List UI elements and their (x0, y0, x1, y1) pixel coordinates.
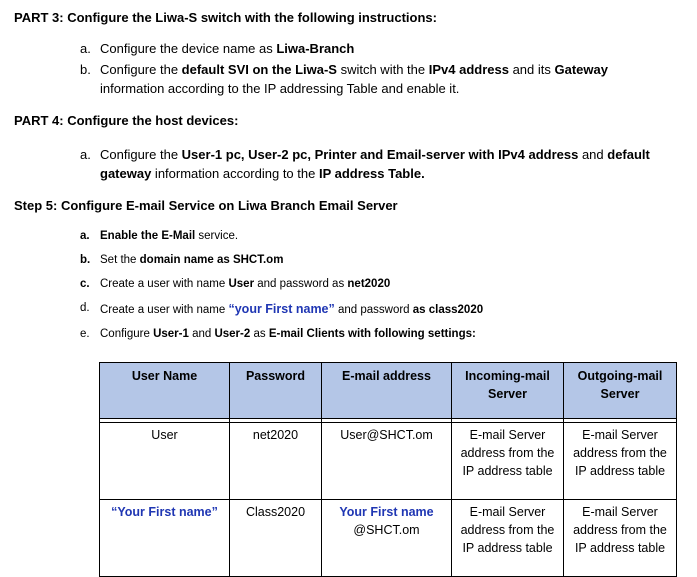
part3-item-b-line2: information according to the IP addressing Table and enable it. (100, 81, 460, 96)
header-email-address: E-mail address (322, 363, 452, 419)
ipv4-bold: IPv4 address (428, 62, 509, 77)
table-header-row (100, 363, 677, 419)
step5-item-d (100, 302, 483, 316)
gateway-bold: Gateway (554, 62, 608, 77)
step5-item-c (100, 278, 390, 290)
header-outgoing-mail-server: Outgoing-mail Server (564, 363, 677, 419)
text: Configure the device name as (100, 41, 277, 56)
class2020-bold: as class2020 (412, 304, 484, 316)
part3-heading: PART 3: Configure the Liwa-S switch with the following instructions: (14, 10, 437, 25)
cell-incoming-server: E-mail Server address from the IP address table (452, 500, 564, 577)
first-name-blue: “Your First name” (111, 505, 218, 519)
domain-bold: domain name as SHCT.om (139, 254, 284, 266)
enable-email-bold: Enable the E-Mail (100, 230, 196, 242)
text: service. (195, 230, 239, 242)
step5-item-c-marker (80, 278, 90, 290)
step5-heading: Step 5: Configure E-mail Service on Liwa Branch Email Server (14, 198, 398, 213)
header-user-name: User Name (100, 363, 230, 419)
part3-item-b-text (100, 60, 608, 79)
text: and (578, 147, 608, 162)
text: Create a user with name (100, 278, 229, 290)
cell-outgoing-server: E-mail Server address from the IP address table (564, 423, 677, 500)
step5-item-b-marker (80, 254, 90, 266)
text: Set the (100, 254, 140, 266)
first-name-blue: Your First name (339, 505, 434, 519)
cell-outgoing-server: E-mail Server address from the IP address table (564, 500, 677, 577)
first-name-blue: “your First name” (228, 302, 335, 316)
part3-item-a-text (100, 39, 354, 58)
part4-item-a-line2 (100, 164, 425, 183)
step5-item-a (100, 230, 238, 242)
list-marker: a. (80, 147, 91, 162)
ip-table-bold: IP address Table. (318, 166, 425, 181)
text: as (250, 328, 269, 340)
text: and its (508, 62, 555, 77)
step5-item-b (100, 254, 283, 266)
table-row (100, 500, 677, 577)
gateway-bold: gateway (100, 166, 152, 181)
step5-item-d-marker (80, 302, 90, 314)
text: Configure the (100, 147, 182, 162)
cell-user-name (100, 500, 230, 577)
text: switch with the (336, 62, 429, 77)
header-incoming-mail-server: Incoming-mail Server (452, 363, 564, 419)
list-marker: e. (80, 328, 90, 340)
cell-email-address: User@SHCT.om (322, 423, 452, 500)
table-row (100, 423, 677, 500)
header-password: Password (230, 363, 322, 419)
user-bold: User (228, 278, 255, 290)
part4-heading: PART 4: Configure the host devices: (14, 113, 239, 128)
list-marker: d. (80, 302, 90, 314)
list-marker: c. (80, 278, 90, 290)
step5-item-e (100, 328, 476, 340)
device-name-bold: Liwa-Branch (276, 41, 355, 56)
clients-bold: E-mail Clients with following settings: (268, 328, 476, 340)
cell-incoming-server: E-mail Server address from the IP address table (452, 423, 564, 500)
step5-item-e-marker (80, 328, 90, 340)
text: Create a user with name (100, 304, 229, 316)
list-marker: a. (80, 41, 91, 56)
user1-bold: User-1 (153, 328, 189, 340)
text: and (188, 328, 215, 340)
email-settings-table (99, 362, 677, 577)
user2-bold: User-2 (214, 328, 251, 340)
step5-item-a-marker (80, 230, 90, 242)
cell-password: net2020 (230, 423, 322, 500)
list-marker: b. (80, 254, 91, 266)
list-marker: b. (80, 62, 91, 77)
cell-user-name: User (100, 423, 230, 500)
part3-item-a (80, 39, 91, 58)
text: information according to the (151, 166, 319, 181)
email-domain: @SHCT.om (353, 523, 420, 537)
password-bold: net2020 (347, 278, 391, 290)
text: Configure the (100, 62, 182, 77)
default-bold: default (607, 147, 650, 162)
cell-email-address (322, 500, 452, 577)
text: and password as (254, 278, 348, 290)
cell-password: Class2020 (230, 500, 322, 577)
text: and password (334, 304, 413, 316)
svi-bold: default SVI on the Liwa-S (181, 62, 337, 77)
part4-item-a-text (100, 145, 650, 164)
list-marker: a. (80, 230, 90, 242)
hosts-bold: User-1 pc, User-2 pc, Printer and Email-server with IPv4 address (181, 147, 579, 162)
part4-item-a (80, 145, 91, 164)
text: Configure (100, 328, 154, 340)
part3-item-b (80, 60, 91, 79)
